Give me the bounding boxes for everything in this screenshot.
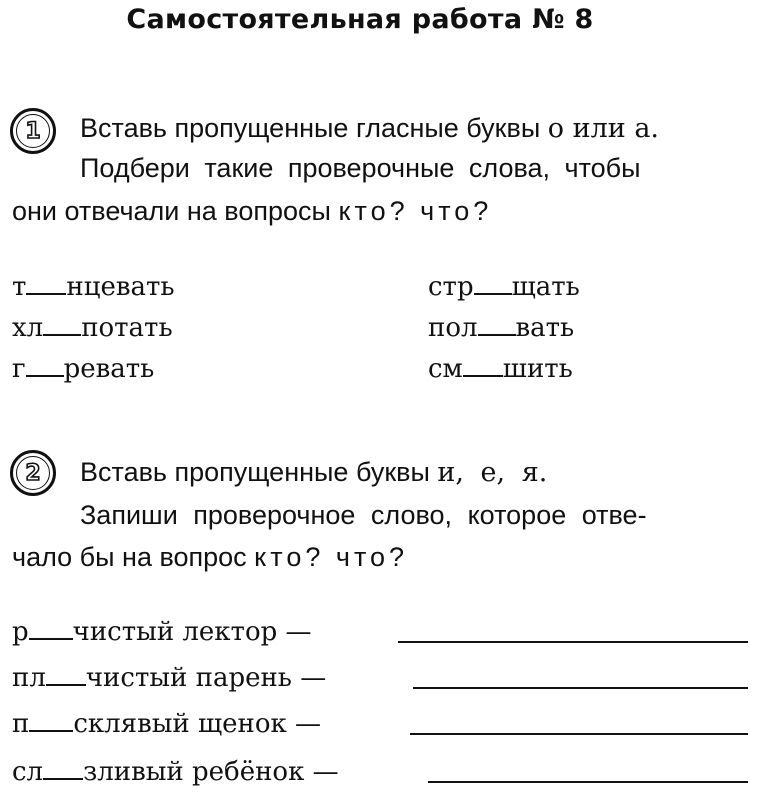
blank[interactable] [43, 756, 83, 780]
task-2-question: кто? что? [254, 542, 409, 572]
task-2-phrase-2 [12, 662, 326, 693]
task-1-word-6 [428, 353, 573, 384]
phrase-part: склявый щенок — [73, 709, 322, 739]
task-1-number: 1 [25, 118, 41, 144]
blank[interactable] [29, 708, 73, 732]
word-part: потать [81, 313, 173, 343]
blank[interactable] [46, 662, 86, 686]
blank[interactable] [29, 616, 73, 640]
word-part: стр [428, 272, 474, 302]
task-2-answer-line-3[interactable] [410, 733, 748, 735]
task-1-word-1 [12, 271, 175, 302]
task-2-answer-line-4[interactable] [428, 781, 748, 783]
phrase-part: сл [12, 757, 44, 787]
task-1-number-badge [10, 108, 56, 154]
word-part: г [12, 354, 26, 384]
phrase-part: пл [12, 663, 46, 693]
word-part: вать [515, 313, 575, 343]
blank[interactable] [474, 271, 512, 295]
task-1-question: кто? что? [338, 196, 493, 226]
task-1-instruction-line-2: Подбери такие проверочные слова, чтобы [80, 153, 641, 183]
blank[interactable] [43, 312, 81, 336]
blank[interactable] [463, 353, 503, 377]
task-1-instruction-text: Вставь пропущенные гласные буквы [80, 113, 548, 143]
page-title: Самостоятельная работа № 8 [126, 4, 594, 35]
task-2-answer-line-1[interactable] [398, 641, 748, 643]
blank[interactable] [478, 312, 516, 336]
phrase-part: чистый лектор — [72, 617, 312, 647]
blank[interactable] [26, 271, 66, 295]
task-2-instruction-line-3 [12, 542, 408, 573]
phrase-part: чистый парень — [85, 663, 327, 693]
task-1-word-5 [428, 312, 574, 343]
task-2-instruction-text: Вставь пропущенные буквы [80, 457, 438, 487]
task-2-instruction-tail: чало бы на вопрос [12, 542, 255, 572]
word-part: ревать [63, 354, 155, 384]
task-2-number: 2 [25, 460, 41, 486]
task-2-number-badge [10, 450, 56, 496]
task-2-instruction-line-2: Запиши проверочное слово, которое отве- [80, 500, 647, 530]
task-2-phrase-3 [12, 708, 321, 739]
word-part: щать [511, 272, 580, 302]
task-2-answer-line-2[interactable] [413, 687, 748, 689]
phrase-part: зливый ребёнок — [83, 757, 339, 787]
blank[interactable] [26, 353, 64, 377]
word-part: пол [428, 313, 478, 343]
task-1-word-3 [12, 353, 154, 384]
word-part: т [12, 272, 27, 302]
task-1-instruction-line-3 [12, 196, 492, 227]
task-2-phrase-1 [12, 616, 312, 647]
phrase-part: р [12, 617, 29, 647]
task-2-phrase-4 [12, 756, 339, 787]
task-1-instruction-line-1 [80, 113, 659, 144]
task-2-instruction-line-1 [80, 457, 547, 488]
word-part: нцевать [66, 272, 175, 302]
phrase-part: п [12, 709, 30, 739]
word-part: см [428, 354, 463, 384]
word-part: хл [12, 313, 44, 343]
task-1-word-2 [12, 312, 173, 343]
task-2-letters: и, е, я. [437, 457, 548, 488]
task-1-word-4 [428, 271, 580, 302]
task-1-letters: о или а. [547, 113, 659, 144]
task-1-instruction-tail: они отвечали на вопросы [12, 196, 339, 226]
word-part: шить [502, 354, 573, 384]
